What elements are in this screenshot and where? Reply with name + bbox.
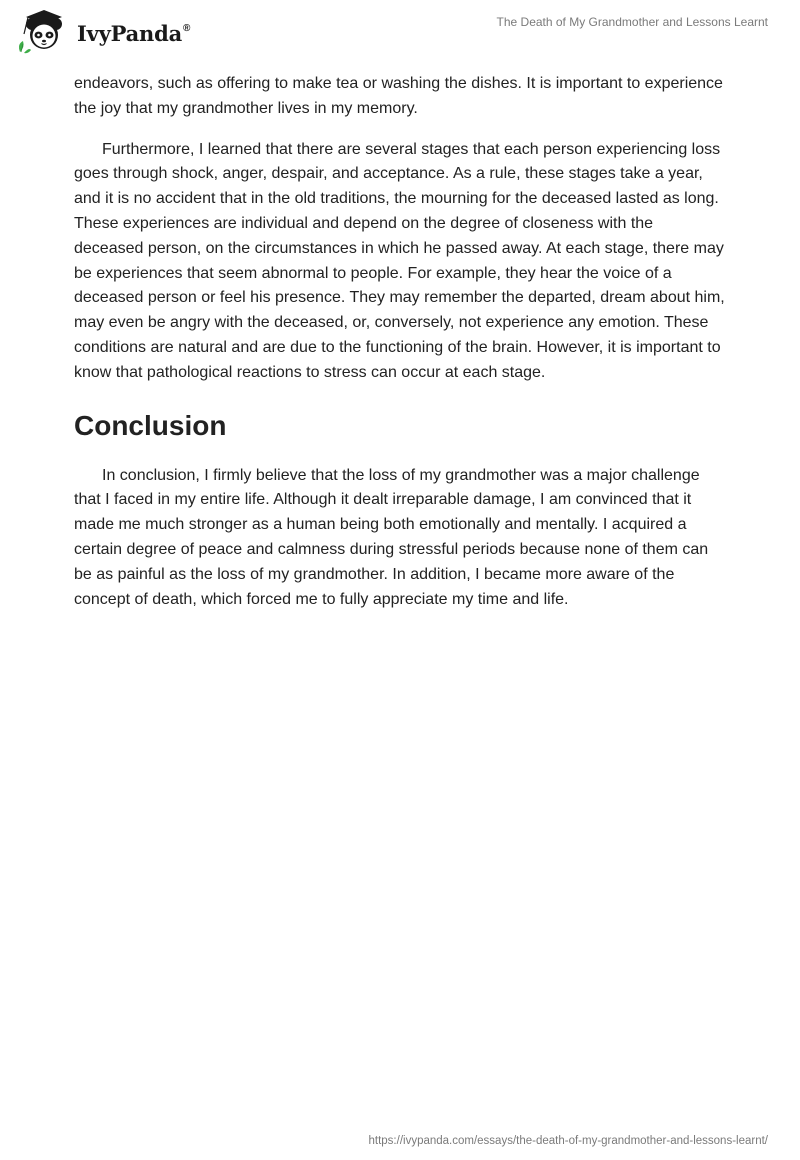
logo-wordmark: IvyPanda® — [77, 20, 191, 46]
page-header — [0, 0, 800, 64]
paragraph-stages-of-grief: Furthermore, I learned that there are several stages that each person experiencing loss goes through shock, anger, despair, and acceptance. As a rule, these stages take a year, and it is no accident that in the old traditions, the mourning for the deceased lasted as long. These experiences are individual and depend on the degree of closeness with the deceased person, on the circumstances in which he passed away. At each stage, there may be experiences that seem abnormal to people. For example, they hear the voice of a deceased person or feel his presence. They may remember the departed, dream about him, may even be angry with the deceased, or, conversely, not experience any emotion. These conditions are natural and are due to the functioning of the brain. However, it is important to know that pathological reactions to stress can occur at each stage. — [74, 140, 725, 381]
source-url[interactable]: https://ivypanda.com/essays/the-death-of-my-grandmother-and-lessons-learnt/ — [368, 1135, 768, 1147]
document-title: The Death of My Grandmother and Lessons Learnt — [496, 15, 768, 29]
paragraph-conclusion: In conclusion, I firmly believe that the loss of my grandmother was a major challenge that I faced in my entire life. Although it dealt irreparable damage, I am convinced that it made me much stronger as a human being both emotionally and mentally. I acquired a certain degree of peace and calmness during stressful periods because none of them can be as painful as the loss of my grandmother. In addition, I became more aware of the concept of death, which forced me to fully appreciate my time and life. — [74, 466, 709, 608]
ivypanda-logo[interactable] — [16, 8, 190, 54]
section-heading-conclusion: Conclusion — [74, 409, 227, 441]
panda-graduate-icon — [16, 8, 74, 54]
registered-mark: ® — [183, 22, 191, 34]
paragraph-continued: endeavors, such as offering to make tea or washing the dishes. It is important to experience the joy that my grandmother lives in my memory. — [74, 75, 723, 117]
essay-body — [74, 72, 726, 612]
